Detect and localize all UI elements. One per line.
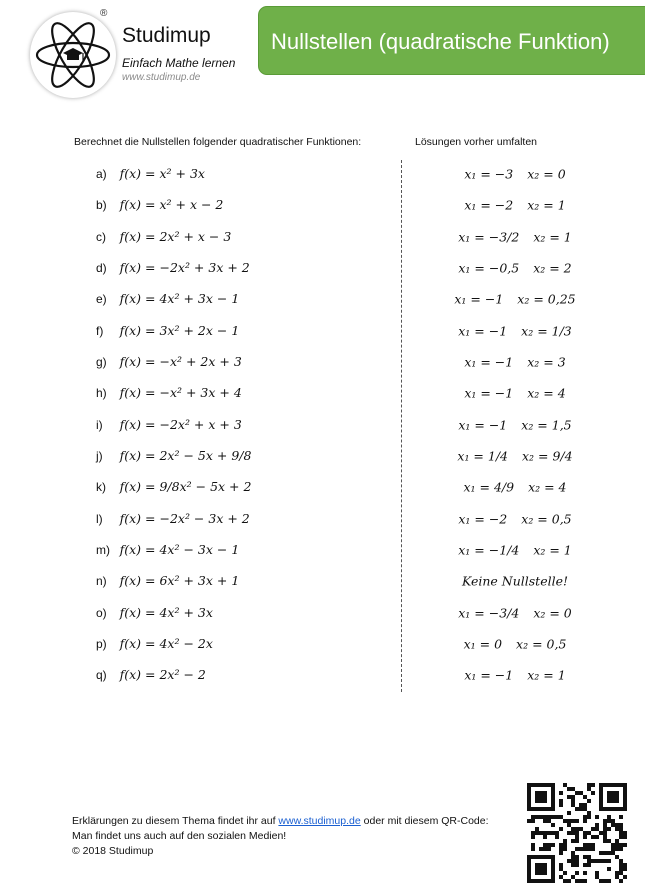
solution-x2: x₂ = 0 bbox=[527, 166, 566, 182]
task-function: f(x) = 6x² + 3x + 1 bbox=[119, 573, 240, 588]
solution-item bbox=[405, 535, 625, 565]
task-label: j) bbox=[96, 449, 103, 463]
task-label: f) bbox=[96, 324, 104, 338]
solution-x1: x₁ = −1 bbox=[458, 417, 508, 433]
solution-x1: x₁ = −1 bbox=[464, 354, 514, 370]
solution-item bbox=[405, 629, 625, 659]
solution-x1: x₁ = −1 bbox=[464, 667, 514, 683]
solution-item bbox=[405, 441, 625, 471]
solution-x1: x₁ = 4/9 bbox=[463, 479, 515, 495]
task-label: n) bbox=[96, 574, 107, 588]
solution-x2: x₂ = 2 bbox=[533, 260, 572, 276]
solution-item bbox=[405, 316, 625, 346]
task-item bbox=[96, 287, 239, 311]
task-function: f(x) = 2x² − 5x + 9/8 bbox=[119, 448, 252, 463]
solution-x1: x₁ = −2 bbox=[464, 197, 514, 213]
task-label: a) bbox=[96, 167, 107, 181]
task-item bbox=[96, 381, 242, 405]
solution-x1: x₁ = −1/4 bbox=[458, 542, 520, 558]
task-label: d) bbox=[96, 261, 107, 275]
solution-x2: x₂ = 1/3 bbox=[521, 323, 572, 339]
task-function: f(x) = −2x² − 3x + 2 bbox=[119, 511, 250, 526]
solution-x1: x₁ = −2 bbox=[458, 511, 508, 527]
task-item bbox=[96, 350, 242, 374]
task-item bbox=[96, 193, 223, 217]
instructions: Berechnet die Nullstellen folgender quadratischer Funktionen: bbox=[74, 136, 362, 148]
task-function: f(x) = 4x² − 2x bbox=[119, 636, 213, 651]
solution-item bbox=[405, 347, 625, 377]
task-function: f(x) = 3x² + 2x − 1 bbox=[119, 323, 240, 338]
solution-item bbox=[405, 222, 625, 252]
task-label: b) bbox=[96, 198, 107, 212]
solution-x2: x₂ = 1 bbox=[527, 197, 566, 213]
solution-x1: x₁ = −3/4 bbox=[458, 605, 520, 621]
solution-item bbox=[405, 159, 625, 189]
solution-x1: x₁ = 1/4 bbox=[457, 448, 508, 464]
task-function: f(x) = −x² + 2x + 3 bbox=[119, 354, 242, 369]
task-function: f(x) = 2x² + x − 3 bbox=[119, 229, 232, 244]
solution-x1: x₁ = −0,5 bbox=[458, 260, 520, 276]
footer-text-before: Erklärungen zu diesem Thema findet ihr auf bbox=[72, 815, 279, 827]
footer-line-1 bbox=[72, 815, 489, 827]
task-label: q) bbox=[96, 668, 107, 682]
solution-item bbox=[405, 472, 625, 502]
solution-item bbox=[405, 190, 625, 220]
task-item bbox=[96, 632, 213, 656]
solution-x2: x₂ = 0,25 bbox=[517, 291, 576, 307]
task-item bbox=[96, 663, 206, 687]
task-item bbox=[96, 601, 213, 625]
solution-item bbox=[405, 253, 625, 283]
task-item bbox=[96, 319, 239, 343]
qr-code-graphic bbox=[527, 783, 631, 887]
task-label: e) bbox=[96, 292, 107, 306]
solutions-header: Lösungen vorher umfalten bbox=[415, 136, 537, 148]
task-function: f(x) = −2x² + x + 3 bbox=[119, 417, 242, 432]
task-item bbox=[96, 225, 231, 249]
solution-text: Keine Nullstelle! bbox=[461, 573, 569, 589]
solution-x2: x₂ = 1 bbox=[533, 542, 572, 558]
task-label: k) bbox=[96, 480, 106, 494]
solution-x1: x₁ = −1 bbox=[458, 323, 508, 339]
solution-x2: x₂ = 3 bbox=[527, 354, 566, 370]
task-item bbox=[96, 569, 239, 593]
solution-x2: x₂ = 4 bbox=[527, 385, 566, 401]
solution-x1: x₁ = −1 bbox=[464, 385, 514, 401]
task-label: o) bbox=[96, 606, 107, 620]
task-function: f(x) = 4x² − 3x − 1 bbox=[119, 542, 240, 557]
task-function: f(x) = x² + x − 2 bbox=[119, 197, 224, 212]
task-item bbox=[96, 444, 251, 468]
task-label: i) bbox=[96, 418, 103, 432]
solution-x2: x₂ = 1,5 bbox=[521, 417, 572, 433]
task-function: f(x) = 4x² + 3x bbox=[119, 605, 213, 620]
solution-x2: x₂ = 0,5 bbox=[521, 511, 572, 527]
task-function: f(x) = 9/8x² − 5x + 2 bbox=[119, 479, 252, 494]
fold-divider bbox=[401, 160, 402, 692]
footer-website-link[interactable]: www.studimup.de bbox=[278, 815, 361, 827]
solution-x2: x₂ = 0 bbox=[533, 605, 572, 621]
task-item bbox=[96, 162, 205, 186]
solution-x1: x₁ = −3 bbox=[464, 166, 514, 182]
task-item bbox=[96, 256, 250, 280]
task-function: f(x) = −2x² + 3x + 2 bbox=[119, 260, 250, 275]
atom-logo-icon bbox=[30, 12, 116, 98]
task-function: f(x) = x² + 3x bbox=[119, 166, 205, 181]
solution-item bbox=[405, 378, 625, 408]
solution-x2: x₂ = 0,5 bbox=[516, 636, 567, 652]
task-label: l) bbox=[96, 512, 103, 526]
task-label: p) bbox=[96, 637, 107, 651]
qr-code-icon[interactable] bbox=[527, 783, 631, 887]
task-function: f(x) = 2x² − 2 bbox=[119, 667, 206, 682]
task-item bbox=[96, 475, 251, 499]
task-label: c) bbox=[96, 230, 106, 244]
solution-x1: x₁ = 0 bbox=[463, 636, 503, 652]
logo bbox=[30, 12, 116, 98]
footer-text-after: oder mit diesem QR-Code: bbox=[360, 815, 489, 827]
task-function: f(x) = 4x² + 3x − 1 bbox=[119, 291, 240, 306]
task-label: h) bbox=[96, 386, 107, 400]
solution-item bbox=[405, 660, 625, 690]
solution-x2: x₂ = 1 bbox=[533, 229, 572, 245]
task-item bbox=[96, 507, 250, 531]
task-item bbox=[96, 413, 242, 437]
solution-x1: x₁ = −1 bbox=[454, 291, 504, 307]
solution-item bbox=[405, 284, 625, 314]
brand-name: Studimup bbox=[122, 24, 211, 47]
solution-x1: x₁ = −3/2 bbox=[458, 229, 520, 245]
task-function: f(x) = −x² + 3x + 4 bbox=[119, 385, 242, 400]
solution-x2: x₂ = 1 bbox=[527, 667, 566, 683]
task-item bbox=[96, 538, 239, 562]
solution-item bbox=[405, 598, 625, 628]
footer-line-3: © 2018 Studimup bbox=[72, 845, 154, 857]
task-label: m) bbox=[96, 543, 110, 557]
solution-x2: x₂ = 4 bbox=[528, 479, 567, 495]
solution-item bbox=[405, 504, 625, 534]
page-title: Nullstellen (quadratische Funktion) bbox=[258, 6, 645, 75]
footer-line-2: Man findet uns auch auf den sozialen Medien! bbox=[72, 830, 287, 842]
brand-slogan: Einfach Mathe lernen bbox=[122, 56, 236, 70]
solution-x2: x₂ = 9/4 bbox=[522, 448, 573, 464]
brand-url: www.studimup.de bbox=[122, 72, 201, 83]
solution-item bbox=[405, 566, 625, 596]
task-label: g) bbox=[96, 355, 107, 369]
registered-mark: ® bbox=[100, 8, 108, 19]
solution-item bbox=[405, 410, 625, 440]
